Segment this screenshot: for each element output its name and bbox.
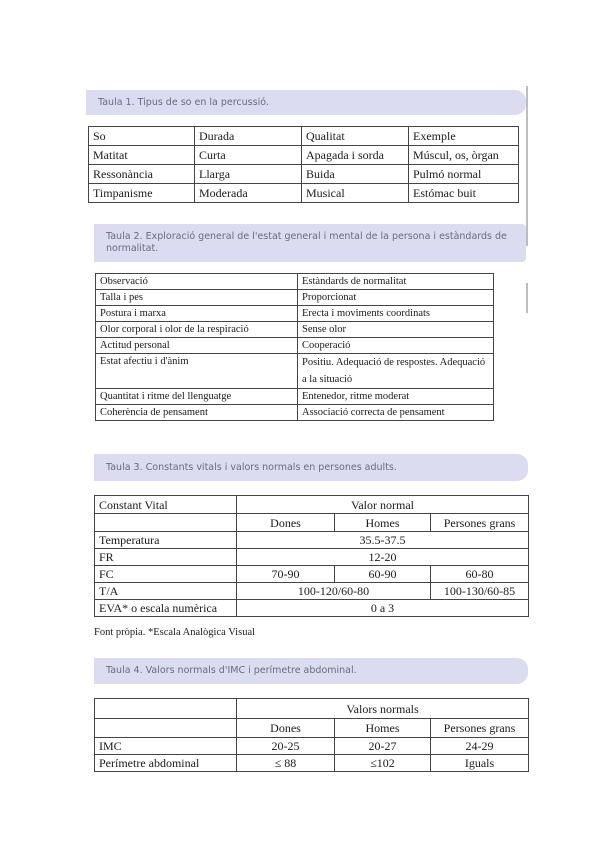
table-cell: 20-27 [335, 738, 431, 755]
table-cell: Timpanisme [89, 184, 195, 203]
table-header-cell: Dones [237, 514, 335, 532]
table-cell: FR [95, 549, 237, 566]
table-row [89, 146, 519, 165]
margin-line-top [526, 86, 528, 246]
table-cell: Proporcionat [298, 290, 494, 306]
table-cell: 60-90 [335, 566, 431, 583]
table-row [95, 496, 529, 514]
table1-caption [86, 90, 526, 115]
table4-caption [94, 658, 528, 684]
table-cell: Cooperació [298, 338, 494, 354]
table-cell: Matitat [89, 146, 195, 165]
table-cell: 60-80 [431, 566, 529, 583]
table3-caption-text: Taula 3. Constants vitals i valors normals en persones adults. [106, 461, 397, 473]
table-cell [95, 719, 237, 738]
table-cell: 0 a 3 [237, 600, 529, 617]
table-cell: Erecta i moviments coordinats [298, 306, 494, 322]
table2 [95, 273, 494, 421]
table-row [96, 389, 494, 405]
table-cell: Quantitat i ritme del llenguatge [96, 389, 298, 405]
table-cell: 24-29 [431, 738, 529, 755]
table-cell: Moderada [195, 184, 302, 203]
table-cell: EVA* o escala numèrica [95, 600, 237, 617]
table-cell: Coherència de pensament [96, 405, 298, 421]
table-cell: Iguals [431, 755, 529, 772]
table3 [94, 495, 529, 617]
table-row [89, 184, 519, 203]
table-header-group: Valors normals [237, 699, 529, 719]
table-cell: Olor corporal i olor de la respiració [96, 322, 298, 338]
table-header-cell: Homes [335, 719, 431, 738]
table-cell: Observació [96, 274, 298, 290]
table-cell: ≤102 [335, 755, 431, 772]
table2-caption-text: Taula 2. Exploració general de l'estat general i mental de la persona i estàndards de normalitat. [106, 231, 507, 254]
table3-footnote: Font pròpia. *Escala Analògica Visual [94, 627, 256, 638]
table-cell: 20-25 [237, 738, 335, 755]
table-cell: IMC [95, 738, 237, 755]
table-cell: Múscul, os, òrgan [409, 146, 519, 165]
table4 [94, 698, 529, 772]
table-cell: Postura i marxa [96, 306, 298, 322]
table-cell: Temperatura [95, 532, 237, 549]
table-cell: Talla i pes [96, 290, 298, 306]
table-cell: Exemple [409, 127, 519, 146]
table-cell: Sense olor [298, 322, 494, 338]
table-cell: 100-130/60-85 [431, 583, 529, 600]
table-cell: T/A [95, 583, 237, 600]
table-header-cell: Homes [335, 514, 431, 532]
margin-line-mid [526, 283, 528, 313]
table-row [95, 549, 529, 566]
table-row [95, 755, 529, 772]
table1 [88, 126, 519, 203]
table-cell: Llarga [195, 165, 302, 184]
table-row [95, 699, 529, 719]
table-header-cell: Constant Vital [95, 496, 237, 514]
table-row [96, 405, 494, 421]
table-row [95, 566, 529, 583]
table-header-cell: Dones [237, 719, 335, 738]
table4-caption-text: Taula 4. Valors normals d'IMC i perímetre abdominal. [106, 665, 357, 676]
table-cell: Associació correcta de pensament [298, 405, 494, 421]
table-row [95, 719, 529, 738]
table-header-group: Valor normal [237, 496, 529, 514]
table-cell: Perímetre abdominal [95, 755, 237, 772]
table-header-cell: Persones grans [431, 514, 529, 532]
table-cell: Pulmó normal [409, 165, 519, 184]
table-row [89, 127, 519, 146]
table-cell: FC [95, 566, 237, 583]
table-cell: Curta [195, 146, 302, 165]
table-cell: Ressonància [89, 165, 195, 184]
table-cell: 70-90 [237, 566, 335, 583]
table-cell: Estàndards de normalitat [298, 274, 494, 290]
table-cell: Entenedor, ritme moderat [298, 389, 494, 405]
table-row [95, 738, 529, 755]
table-cell: 100-120/60-80 [237, 583, 431, 600]
table-cell: Buida [302, 165, 409, 184]
table-cell: Durada [195, 127, 302, 146]
table-row [89, 165, 519, 184]
table-row [96, 354, 494, 389]
table2-caption [94, 224, 526, 262]
table-cell: Musical [302, 184, 409, 203]
table-row [95, 514, 529, 532]
table-cell [95, 514, 237, 532]
table-cell: Positiu. Adequació de respostes. Adequació a la situació [298, 354, 494, 389]
table-row [96, 306, 494, 322]
table-cell: Estat afectiu i d'ànim [96, 354, 298, 389]
table-row [96, 274, 494, 290]
table-row [96, 322, 494, 338]
table-cell: 12-20 [237, 549, 529, 566]
table-row [95, 600, 529, 617]
table-cell: So [89, 127, 195, 146]
table-row [96, 338, 494, 354]
table1-caption-text: Taula 1. Tipus de so en la percussió. [98, 96, 269, 108]
table-cell: Estómac buit [409, 184, 519, 203]
table-row [96, 290, 494, 306]
table3-caption [94, 454, 528, 481]
table-cell [95, 699, 237, 719]
table-cell: Apagada i sorda [302, 146, 409, 165]
table-header-cell: Persones grans [431, 719, 529, 738]
table-row [95, 583, 529, 600]
table-row [95, 532, 529, 549]
table-cell: ≤ 88 [237, 755, 335, 772]
table-cell: Qualitat [302, 127, 409, 146]
table-cell: Actitud personal [96, 338, 298, 354]
table-cell: 35.5-37.5 [237, 532, 529, 549]
